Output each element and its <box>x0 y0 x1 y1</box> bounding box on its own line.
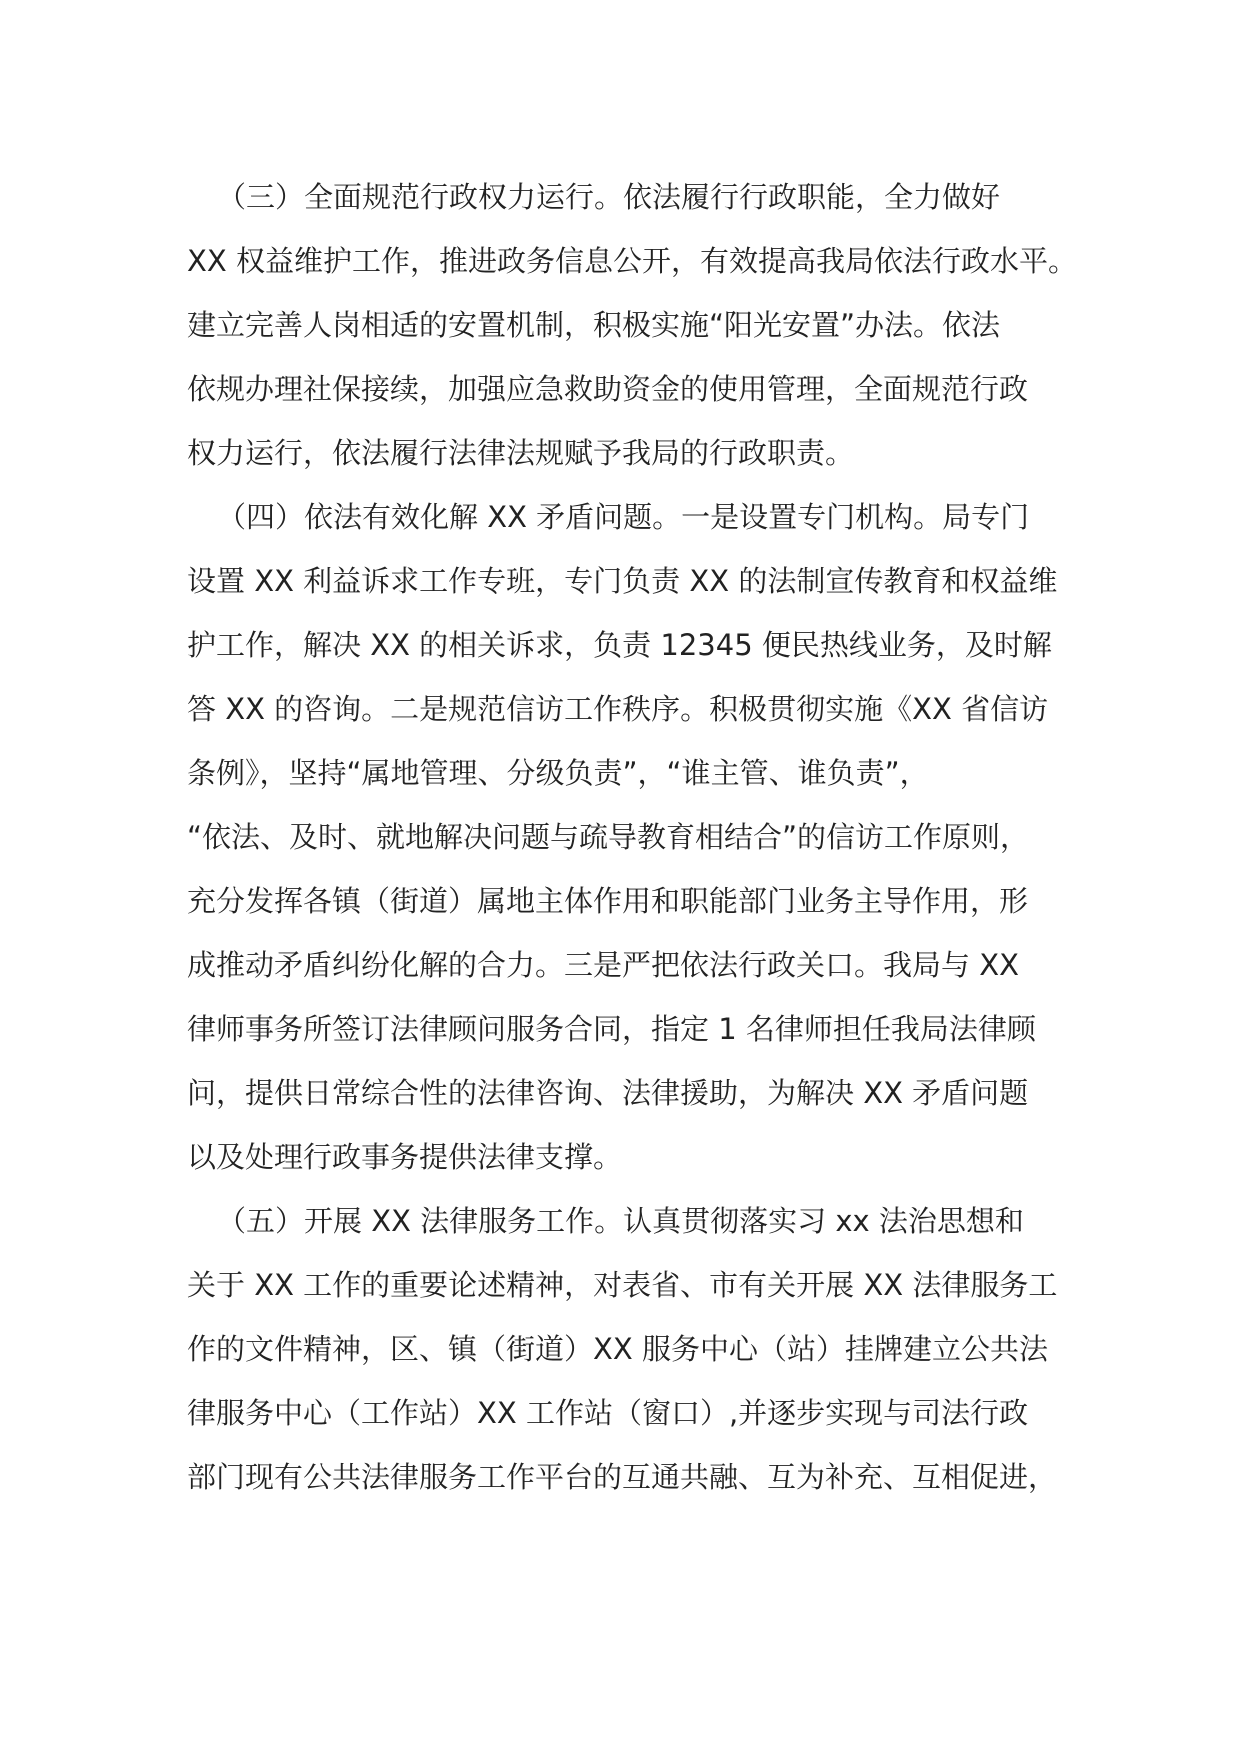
paragraph-2-line-7: 充分发挥各镇（街道）属地主体作用和职能部门业务主导作用，形 <box>187 884 1029 918</box>
paragraph-3-line-2: 关于 XX 工作的重要论述精神，对表省、市有关开展 XX 法律服务工 <box>187 1268 1058 1302</box>
paragraph-1-line-1: （三）全面规范行政权力运行。依法履行行政职能，全力做好 <box>217 180 1001 214</box>
paragraph-2-line-10: 问，提供日常综合性的法律咨询、法律援助，为解决 XX 矛盾问题 <box>187 1076 1029 1110</box>
paragraph-1-line-2: XX 权益维护工作，推进政务信息公开，有效提高我局依法行政水平。 <box>187 244 1077 278</box>
document-body <box>187 165 1077 1509</box>
paragraph-2-line-4: 答 XX 的咨询。二是规范信访工作秩序。积极贯彻实施《XX 省信访 <box>187 692 1049 726</box>
paragraph-2-line-6: “依法、及时、就地解决问题与疏导教育相结合”的信访工作原则， <box>187 820 1030 854</box>
paragraph-3-line-4: 律服务中心（工作站）XX 工作站（窗口）,并逐步实现与司法行政 <box>187 1396 1029 1430</box>
paragraph-3-line-1: （五）开展 XX 法律服务工作。认真贯彻落实习 xx 法治思想和 <box>217 1204 1024 1238</box>
paragraph-2-line-11: 以及处理行政事务提供法律支撑。 <box>187 1140 623 1174</box>
paragraph-2-line-8: 成推动矛盾纠纷化解的合力。三是严把依法行政关口。我局与 XX <box>187 948 1019 982</box>
paragraph-3-line-3: 作的文件精神，区、镇（街道）XX 服务中心（站）挂牌建立公共法 <box>187 1332 1048 1366</box>
paragraph-2-line-3: 护工作，解决 XX 的相关诉求，负责 12345 便民热线业务，及时解 <box>187 628 1052 662</box>
paragraph-1-line-3: 建立完善人岗相适的安置机制，积极实施“阳光安置”办法。依法 <box>187 308 1001 342</box>
paragraph-2-line-5: 条例》，坚持“属地管理、分级负责”，“谁主管、谁负责”， <box>187 756 929 790</box>
paragraph-1-line-4: 依规办理社保接续，加强应急救助资金的使用管理，全面规范行政 <box>187 372 1029 406</box>
paragraph-3-line-5: 部门现有公共法律服务工作平台的互通共融、互为补充、互相促进， <box>187 1460 1058 1494</box>
paragraph-2-line-1: （四）依法有效化解 XX 矛盾问题。一是设置专门机构。局专门 <box>217 500 1030 534</box>
paragraph-1-line-5: 权力运行，依法履行法律法规赋予我局的行政职责。 <box>187 436 855 470</box>
paragraph-2-line-9: 律师事务所签订法律顾问服务合同，指定 1 名律师担任我局法律顾 <box>187 1012 1036 1046</box>
paragraph-2-line-2: 设置 XX 利益诉求工作专班，专门负责 XX 的法制宣传教育和权益维 <box>187 564 1058 598</box>
